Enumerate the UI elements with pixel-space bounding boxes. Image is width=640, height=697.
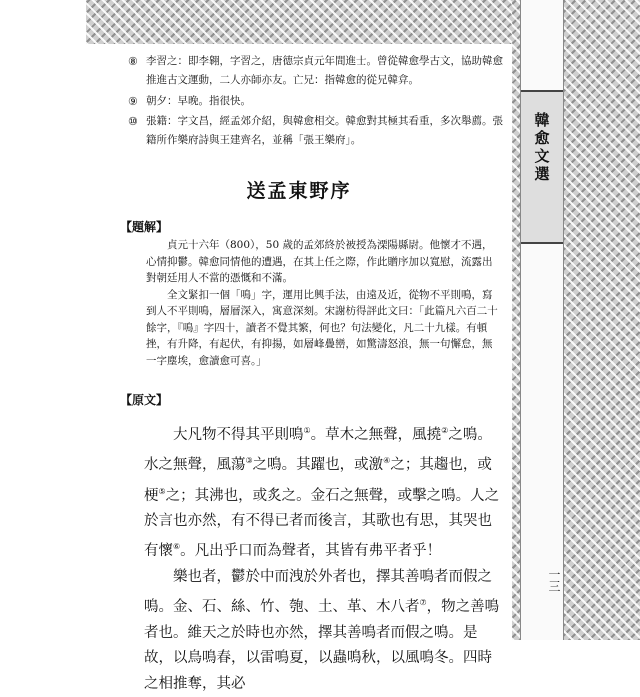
- text-run: 。凡出乎口而為聲者，其皆有弗平者乎！: [180, 543, 442, 560]
- text-run: 之鳴。其躍也，或激: [252, 457, 384, 474]
- note-reference-marker: ⑦: [419, 598, 427, 608]
- note-reference-marker: ⑤: [158, 486, 166, 496]
- book-title: 韓愈文選: [532, 112, 551, 184]
- text-run: 大凡物不得其平則鳴: [144, 426, 304, 443]
- jieti-paragraph: 全文緊扣一個「鳴」字，運用比興手法，由遠及近，從物不平則鳴，寫到人不平則鳴，層層深入，寓意深刻。宋謝枋得評此文曰：「此篇凡六百二十餘字，『鳴』字四十，讀者不覺其繁，何也？句法變化，凡二十九樣。有頓挫，有升降，有起伏，有抑揚，如層峰疊巒，如驚濤怒浪，無一句懈怠，無一字塵埃，愈讀愈可喜。」: [146, 288, 498, 367]
- footnote-marker: ⑩: [128, 115, 138, 128]
- footnote-10: [128, 112, 506, 150]
- section-label-jieti: 【題解】: [120, 220, 169, 234]
- text-run: 之；其沸也，或炙之。金石之無聲，或擊之鳴。人之於言也亦然，有不得已者而後言，其歌也有思，其哭也有懷: [144, 487, 500, 560]
- text-run: 之鳴。水之無聲，風蕩: [144, 426, 492, 474]
- footnote-marker: ⑨: [128, 95, 138, 108]
- top-lattice-border: [86, 0, 512, 44]
- footnote-text: 朝夕：早晚。指很快。: [146, 95, 251, 107]
- note-reference-marker: ③: [245, 456, 253, 466]
- jieti-paragraph: 貞元十六年（800），50 歲的孟郊終於被授為溧陽縣尉。他懷才不遇，心情抑鬱。韓愈同情他的遭遇，在其上任之際，作此贈序加以寬慰，流露出對朝廷用人不當的憑慨和不滿。: [146, 239, 493, 284]
- footnote-9: [128, 92, 506, 111]
- text-run: 樂也者，鬱於中而洩於外者也，擇其善鳴者而假之鳴。金、石、絲、竹、匏、土、革、木八者: [144, 568, 492, 616]
- footnote-8: [128, 52, 506, 90]
- text-run: 。草木之無聲，風撓: [310, 426, 442, 443]
- side-tab: [520, 0, 564, 640]
- essay-title: 送孟東野序: [246, 180, 352, 202]
- text-page: [86, 44, 512, 692]
- yuanwen-paragraph: [144, 565, 502, 697]
- text-run: ，物之善鳴者也。維天之於時也亦然，擇其善鳴者而假之鳴。是故，以鳥鳴春，以雷鳴夏，以蟲鳴秋，以風鳴冬。四時之相推奪，其必: [144, 599, 500, 692]
- yuanwen-body: [144, 418, 502, 697]
- footnote-text: 張籍：字文昌，經孟郊介紹，與韓愈相交。韓愈對其極其看重，多次舉薦。張籍所作樂府詩與王建齊名，並稱「張王樂府」。: [146, 115, 503, 146]
- note-reference-marker: ①: [303, 426, 311, 435]
- side-title-box: [521, 90, 563, 244]
- section-label-yuanwen: 【原文】: [120, 393, 169, 407]
- jieti-body: [146, 237, 502, 369]
- footnote-marker: ⑧: [128, 55, 138, 68]
- text-run: 之；其趨也，或梗: [144, 457, 492, 504]
- note-reference-marker: ⑥: [173, 542, 181, 552]
- note-reference-marker: ④: [383, 456, 391, 466]
- yuanwen-paragraph: [144, 418, 502, 565]
- footnote-text: 李習之：即李翱，字習之，唐德宗貞元年間進士。曾從韓愈學古文，協助韓愈推進古文運動，二人亦師亦友。亡兄：指韓愈的從兄韓弇。: [146, 55, 503, 86]
- page-number: 一三: [547, 568, 561, 592]
- note-reference-marker: ②: [441, 426, 449, 435]
